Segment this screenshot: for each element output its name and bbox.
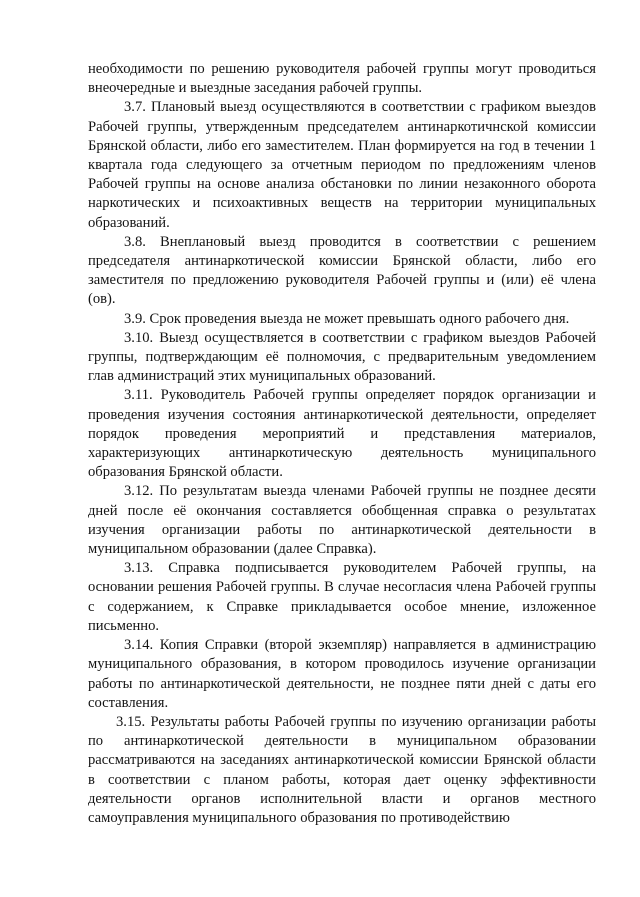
paragraph-3-11: 3.11. Руководитель Рабочей группы определяет порядок организации и проведения изучения состояния антинаркотической деятельности, определяет порядок проведения мероприятий и представления материалов, характеризующих антинаркотическую деятельность муниципального образования Брянской области. xyxy=(88,387,596,481)
paragraph-3-14: 3.14. Копия Справки (второй экземпляр) направляется в администрацию муниципального образования, в котором проводилось изучение организации работы по антинаркотической деятельности, не позднее пяти дней с даты его составления. xyxy=(88,637,596,711)
document-page xyxy=(88,60,596,828)
paragraph-continuation: необходимости по решению руководителя рабочей группы могут проводиться внеочередные и выездные заседания рабочей группы. xyxy=(88,61,596,97)
paragraph-3-12: 3.12. По результатам выезда членами Рабочей группы не позднее десяти дней после её окончания составляется обобщенная справка о результатах изучения организации работы по антинаркотической деятельности в муниципальном образовании (далее Справка). xyxy=(88,483,596,558)
paragraph-3-15: 3.15. Результаты работы Рабочей группы по изучению организации работы по антинаркотической деятельности в муниципальном образовании рассматриваются на заседаниях антинаркотической комиссии Брянской области в соответствии с планом работы, которая дает оценку эффективности деятельности органов исполнительной власти и органов местного самоуправления муниципального образования по противодействию xyxy=(88,713,596,826)
paragraph-3-9: 3.9. Срок проведения выезда не может превышать одного рабочего дня. xyxy=(124,310,570,327)
paragraph-3-10: 3.10. Выезд осуществляется в соответствии с графиком выездов Рабочей группы, подтверждающим её полномочия, с предварительным уведомлением глав администраций этих муниципальных образований. xyxy=(88,329,596,385)
paragraph-3-13: 3.13. Справка подписывается руководителем Рабочей группы, на основании решения Рабочей группы. В случае несогласия члена Рабочей группы с содержанием, к Справке прикладывается особое мнение, изложенное письменно. xyxy=(88,560,596,634)
paragraph-3-8: 3.8. Внеплановый выезд проводится в соответствии с решением председателя антинаркотической комиссии Брянской области, либо его заместителя по предложению руководителя Рабочей группы и (или) её члена (ов). xyxy=(88,233,596,308)
paragraph-3-7: 3.7. Плановый выезд осуществляются в соответствии с графиком выездов Рабочей группы, утвержденным председателем антинаркотичнской комиссии Брянской области, либо его заместителем. План формируется на год в течении 1 квартала года следующего за отчетным периодом по предложениям членов Рабочей группы на основе анализа обстановки по линии незаконного оборота наркотических и психоактивных веществ на территории муниципальных образований. xyxy=(88,99,596,231)
